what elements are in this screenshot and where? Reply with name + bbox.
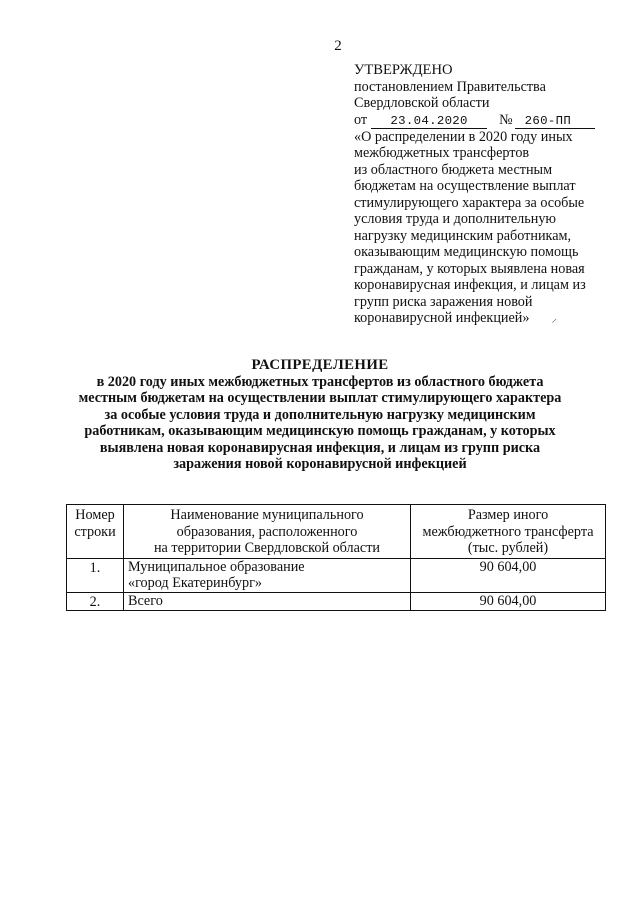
total-amount: 90 604,00 <box>411 592 606 611</box>
header-municipality: Наименование муниципального образования, расположенного на территории Свердловской области <box>124 505 411 559</box>
subject-line: из областного бюджета местным <box>354 161 553 178</box>
approval-number: 260-ПП <box>515 114 595 129</box>
subject-line: бюджетам на осуществление выплат <box>354 178 576 194</box>
total-label: Всего <box>124 592 411 611</box>
heading-line: в 2020 году иных межбюджетных трансфертов из областного бюджета <box>96 373 544 390</box>
row-number: 1. <box>67 558 124 592</box>
subject-line: коронавирусная инфекция, и лицам из <box>354 277 586 293</box>
approval-line-2: Свердловской области <box>354 95 490 111</box>
municipality-name: Муниципальное образование «город Екатеринбург» <box>124 558 411 592</box>
approval-title: УТВЕРЖДЕНО <box>354 62 453 78</box>
header-amount: Размер иного межбюджетного трансферта (тыс. рублей) <box>411 505 606 559</box>
subject-line <box>354 310 616 328</box>
subject-line: «О распределении в 2020 году иных <box>354 128 573 145</box>
distribution-heading <box>60 357 580 473</box>
heading-line: выявлена новая коронавирусная инфекция, и лицам из групп риска <box>99 439 541 456</box>
heading-line: местным бюджетам на осуществлении выплат стимулирующего характера <box>78 390 562 406</box>
subject-line: межбюджетных трансфертов <box>354 145 530 161</box>
pen-mark: ⸝ <box>551 313 557 325</box>
table-header-row <box>67 505 606 559</box>
approval-line-1: постановлением Правительства <box>354 78 546 95</box>
subject-line: стимулирующего характера за особые <box>354 194 585 211</box>
table-row <box>67 558 606 592</box>
approval-date-line <box>354 112 616 129</box>
date-prefix: от <box>354 111 368 128</box>
row-number: 2. <box>67 592 124 611</box>
subject-line: групп риска заражения новой <box>354 293 533 310</box>
subject-line: оказывающим медицинскую помощь <box>354 244 579 260</box>
transfer-amount: 90 604,00 <box>411 558 606 592</box>
heading-line: за особые условия труда и дополнительную нагрузку медицинским <box>104 406 536 423</box>
table-row-total <box>67 592 606 611</box>
heading-title: РАСПРЕДЕЛЕНИЕ <box>251 357 389 373</box>
approval-date: 23.04.2020 <box>371 114 487 129</box>
header-row-number: Номер строки <box>67 505 124 559</box>
subject-line-text: коронавирусной инфекцией» <box>354 310 530 326</box>
heading-line: заражения новой коронавирусной инфекцией <box>173 456 467 472</box>
heading-line: работникам, оказывающим медицинскую помощь гражданам, у которых <box>84 423 556 439</box>
subject-line: нагрузку медицинским работникам, <box>354 227 572 244</box>
approval-block <box>354 62 616 328</box>
page-number: 2 <box>334 38 342 54</box>
number-label: № <box>499 111 513 128</box>
distribution-table <box>66 504 606 611</box>
subject-line: условия труда и дополнительную <box>354 211 557 227</box>
subject-line: гражданам, у которых выявлена новая <box>354 260 585 277</box>
